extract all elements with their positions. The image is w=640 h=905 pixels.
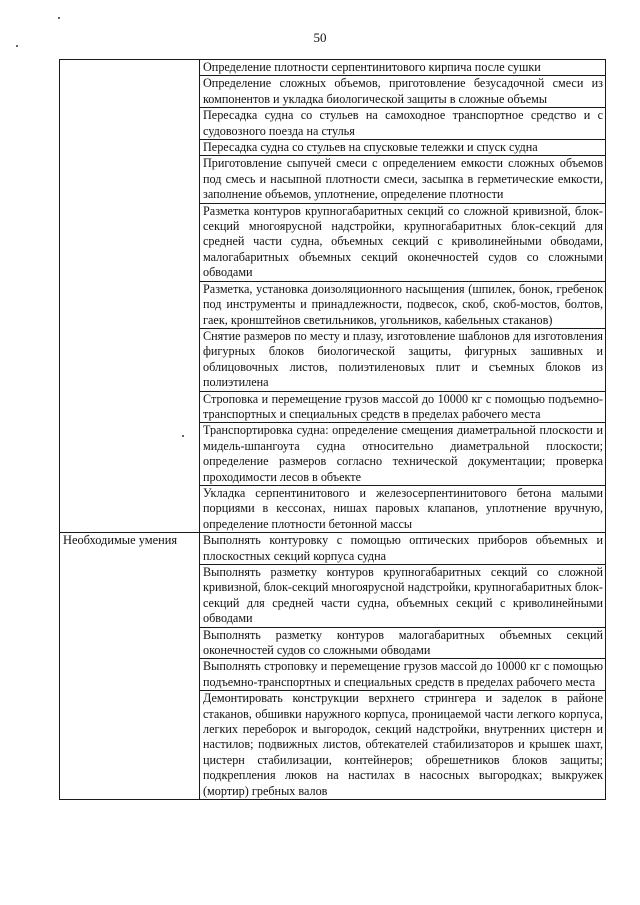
table-cell: Разметка, установка доизоляционного насыщения (шпилек, бонок, гребенок под инструменты и принадлежности, подвесок, скоб, скоб-мостов, болтов, гаек, кронштейнов светильников, угольников, кабельных стаканов) — [200, 281, 606, 328]
table-cell: Определение плотности серпентинитового кирпича после сушки — [200, 60, 606, 76]
scan-speck — [58, 17, 60, 19]
table-cell: Разметка контуров крупногабаритных секций со сложной кривизной, блок-секций многоярусной надстройки, крупногабаритных блок-секций для средней части судна, объемных секций с криволинейными обводами, малогабаритных объемных секций оконечностей судов со сложными обводами — [200, 203, 606, 281]
table-row — [60, 60, 606, 76]
table-cell: Укладка серпентинитового и железосерпентинитового бетона малыми порциями в кессонах, нишах паровых клапанов, уплотнение вручную, определение плотности бетонной массы — [200, 485, 606, 532]
row-label-blank — [60, 60, 200, 533]
table-cell: Строповка и перемещение грузов массой до 10000 кг с помощью подъемно-транспортных и специальных средств в пределах рабочего места — [200, 391, 606, 423]
table-cell: Снятие размеров по месту и плазу, изготовление шаблонов для изготовления фигурных блоков биологической защиты, фигурных зашивных и облицовочных листов, полиэтиленовых плит и съемных блоков из полиэтилена — [200, 328, 606, 391]
table-cell: Определение сложных объемов, приготовление безусадочной смеси из компонентов и укладка биологической защиты в сложные объемы — [200, 76, 606, 108]
table-cell: Транспортировка судна: определение смещения диаметральной плоскости и мидель-шпангоута судна относительно диаметральной плоскости; определение размеров согласно технической документации; проверка проходимости лесов в объекте — [200, 423, 606, 486]
table-cell: Выполнять разметку контуров малогабаритных объемных секций оконечностей судов со сложными обводами — [200, 627, 606, 659]
table-cell: Выполнять строповку и перемещение грузов массой до 10000 кг с помощью подъемно-транспортных и специальных средств в пределах рабочего места — [200, 659, 606, 691]
table-cell: Выполнять контуровку с помощью оптических приборов объемных и плоскостных секций корпуса судна — [200, 533, 606, 565]
table-cell: Пересадка судна со стульев на самоходное транспортное средство и с судовозного поезда на стулья — [200, 108, 606, 140]
page-number: 50 — [313, 30, 327, 45]
scan-speck — [16, 45, 18, 47]
table-row — [60, 533, 606, 565]
table-cell: Выполнять разметку контуров крупногабаритных секций со сложной кривизной, блок-секций многоярусной надстройки, крупногабаритных блок-секций для средней части судна, объемных секций с криволинейными обводами — [200, 565, 606, 628]
table-cell: Приготовление сыпучей смеси с определением емкости сложных объемов под смесь и насыпной плотности смеси, засыпка в герметические емкости, заполнение объемов, уплотнение, определение плотности — [200, 156, 606, 203]
table-cell: Пересадка судна со стульев на спусковые тележки и спуск судна — [200, 140, 606, 156]
document-table — [59, 59, 606, 800]
row-label-skills: Необходимые умения — [60, 533, 200, 800]
table-cell: Демонтировать конструкции верхнего стрингера и заделок в районе стаканов, обшивки наружного корпуса, проницаемой части легкого корпуса, легких переборок и выгородок, секций надстройки, внутренних цистерн и настилов; подвижных листов, обтекателей стабилизаторов и крышек шахт, цистерн стабилизации, контейнеров; обрешетников блоков защиты; подкрепления люков на настилах в насосных выгородках; выкружек (мортир) гребных валов — [200, 691, 606, 800]
